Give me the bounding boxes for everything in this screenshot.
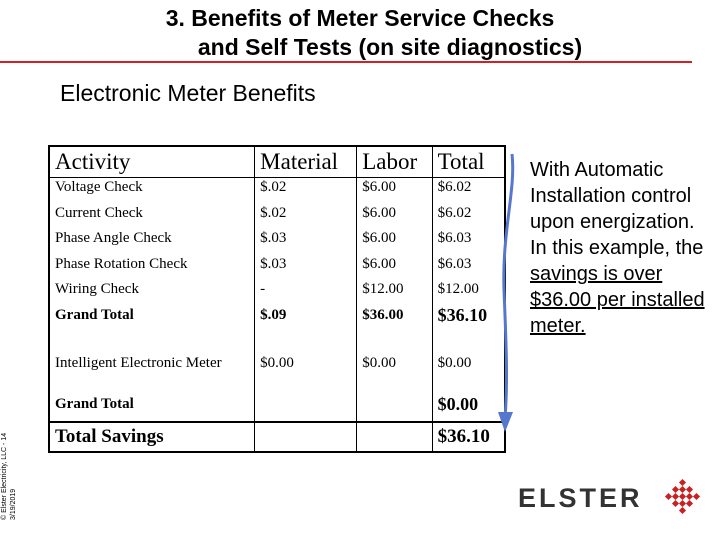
col-total: Total <box>432 146 505 178</box>
benefits-table <box>48 145 506 453</box>
cell-total: $6.02 <box>432 178 505 204</box>
cell-labor: $6.00 <box>357 229 432 255</box>
ie-grand-total-row <box>49 395 505 422</box>
logo-wordmark: ELSTER <box>518 483 643 513</box>
cell-labor: $6.00 <box>357 255 432 281</box>
title-divider <box>0 61 692 63</box>
cell-activity: Current Check <box>49 204 255 230</box>
table-spacer-row <box>49 331 505 354</box>
total-savings-row <box>49 422 505 452</box>
total-savings-material <box>255 422 357 452</box>
cell-labor: $6.00 <box>357 178 432 204</box>
table-row <box>49 204 505 230</box>
cell-activity: Phase Rotation Check <box>49 255 255 281</box>
col-activity: Activity <box>49 146 255 178</box>
table-row <box>49 178 505 204</box>
ie-grand-total-total: $0.00 <box>432 395 505 422</box>
cell-total: $6.03 <box>432 229 505 255</box>
slide-date: 3/19/2019 <box>10 488 17 520</box>
subtitle: Electronic Meter Benefits <box>60 80 316 106</box>
cell-activity: Wiring Check <box>49 280 255 306</box>
table-header-row <box>49 146 505 178</box>
cell-material: $.03 <box>255 229 357 255</box>
cell-labor: $12.00 <box>357 280 432 306</box>
table-row <box>49 255 505 281</box>
grand-total-total: $36.10 <box>432 306 505 332</box>
diamond-grid-icon <box>660 478 706 524</box>
note-text: With Automatic Installation control upon energization. In this example, the <box>530 159 704 259</box>
elster-logo <box>518 478 708 524</box>
grand-total-label: Grand Total <box>49 306 255 332</box>
total-savings-labor <box>357 422 432 452</box>
ie-activity: Intelligent Electronic Meter <box>49 354 255 395</box>
note-underlined-text: savings is over $36.00 per installed meter. <box>530 263 705 337</box>
ie-grand-total-label: Grand Total <box>49 395 255 422</box>
title-line-1: 3. Benefits of Meter Service Checks <box>165 5 555 31</box>
ie-labor: $0.00 <box>357 354 432 395</box>
intelligent-meter-row <box>49 354 505 395</box>
cell-total: $6.03 <box>432 255 505 281</box>
cell-material: $.03 <box>255 255 357 281</box>
slide-title <box>0 4 720 62</box>
cell-labor: $6.00 <box>357 204 432 230</box>
copyright-text: © Elster Electricity, LLC - 14 <box>1 432 8 520</box>
down-arrow-icon <box>490 150 520 435</box>
col-material: Material <box>255 146 357 178</box>
col-labor: Labor <box>357 146 432 178</box>
total-savings-label: Total Savings <box>49 422 255 452</box>
grand-total-material: $.09 <box>255 306 357 332</box>
ie-grand-total-material <box>255 395 357 422</box>
title-line-2: and Self Tests (on site diagnostics) <box>197 34 583 60</box>
ie-grand-total-labor <box>357 395 432 422</box>
grand-total-row <box>49 306 505 332</box>
savings-note <box>530 157 715 339</box>
cell-material: $.02 <box>255 178 357 204</box>
grand-total-labor: $36.00 <box>357 306 432 332</box>
ie-total: $0.00 <box>432 354 505 395</box>
copyright-footer <box>0 320 36 520</box>
cell-activity: Voltage Check <box>49 178 255 204</box>
table-row <box>49 229 505 255</box>
ie-material: $0.00 <box>255 354 357 395</box>
cell-material: $.02 <box>255 204 357 230</box>
cell-total: $6.02 <box>432 204 505 230</box>
table-row <box>49 280 505 306</box>
cell-material: - <box>255 280 357 306</box>
cell-total: $12.00 <box>432 280 505 306</box>
cell-activity: Phase Angle Check <box>49 229 255 255</box>
total-savings-total: $36.10 <box>432 422 505 452</box>
